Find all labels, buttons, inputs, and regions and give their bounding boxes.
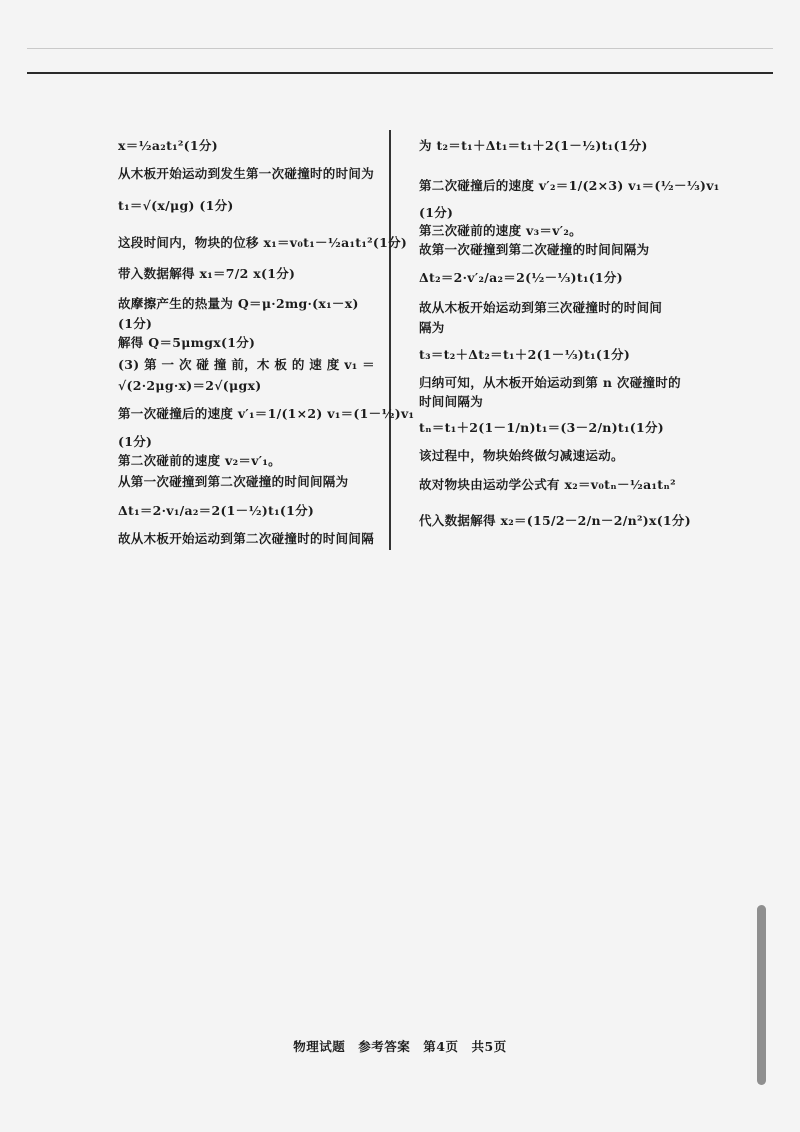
left-line: 第一次碰撞后的速度 v′₁＝1/(1×2) v₁＝(1－½)v₁ [118, 406, 415, 421]
left-line: 第二次碰前的速度 v₂＝v′₁。 [118, 453, 281, 468]
left-line: 带入数据解得 x₁＝7/2 x(1分) [118, 266, 296, 281]
header-thin-rule [27, 48, 773, 49]
left-line: Δt₁＝2·v₁/a₂＝2(1－½)t₁(1分) [118, 503, 315, 518]
right-line: 故第一次碰撞到第二次碰撞的时间间隔为 [419, 242, 650, 257]
left-line: 这段时间内，物块的位移 x₁＝v₀t₁－½a₁t₁²(1分) [118, 235, 408, 250]
left-line: (1分) [118, 434, 153, 449]
right-line: 隔为 [419, 320, 445, 335]
header-rule [27, 72, 773, 74]
right-line: t₃＝t₂＋Δt₂＝t₁＋2(1－⅓)t₁(1分) [419, 347, 631, 362]
right-line: 故从木板开始运动到第三次碰撞时的时间间 [419, 300, 663, 315]
left-line: 故从木板开始运动到第二次碰撞时的时间间隔 [118, 531, 375, 546]
scrollbar-thumb[interactable] [757, 905, 766, 1085]
left-line: t₁＝√(x/μg) (1分) [118, 198, 234, 213]
left-line: (1分) [118, 316, 153, 331]
right-line: 故对物块由运动学公式有 x₂＝v₀tₙ－½a₁tₙ² [419, 477, 676, 492]
left-line: 故摩擦产生的热量为 Q＝μ·2mg·(x₁－x) [118, 296, 359, 311]
right-line: 为 t₂＝t₁＋Δt₁＝t₁＋2(1－½)t₁(1分) [419, 138, 648, 153]
right-line: Δt₂＝2·v′₂/a₂＝2(½－⅓)t₁(1分) [419, 270, 623, 285]
left-line: (3) 第 一 次 碰 撞 前，木 板 的 速 度 v₁ ＝ [118, 357, 375, 372]
left-line: 从第一次碰撞到第二次碰撞的时间间隔为 [118, 474, 349, 489]
left-line: x＝½a₂t₁²(1分) [118, 138, 218, 153]
left-line: 解得 Q＝5μmgx(1分) [118, 335, 256, 350]
left-line: 从木板开始运动到发生第一次碰撞时的时间为 [118, 166, 375, 181]
column-divider [389, 130, 391, 550]
right-line: 代入数据解得 x₂＝(15/2－2/n－2/n²)x(1分) [419, 513, 691, 528]
left-line: √(2·2μg·x)＝2√(μgx) [118, 378, 262, 393]
page-footer: 物理试题 参考答案 第4页 共5页 [293, 1039, 507, 1054]
right-line: 时间间隔为 [419, 394, 484, 409]
right-line: (1分) [419, 205, 454, 220]
right-line: 第二次碰撞后的速度 v′₂＝1/(2×3) v₁＝(½－⅓)v₁ [419, 178, 720, 193]
right-line: 归纳可知，从木板开始运动到第 n 次碰撞时的 [419, 375, 681, 390]
right-line: 该过程中，物块始终做匀减速运动。 [419, 448, 624, 463]
right-line: 第三次碰前的速度 v₃＝v′₂。 [419, 223, 582, 238]
right-line: tₙ＝t₁＋2(1－1/n)t₁＝(3－2/n)t₁(1分) [419, 420, 664, 435]
